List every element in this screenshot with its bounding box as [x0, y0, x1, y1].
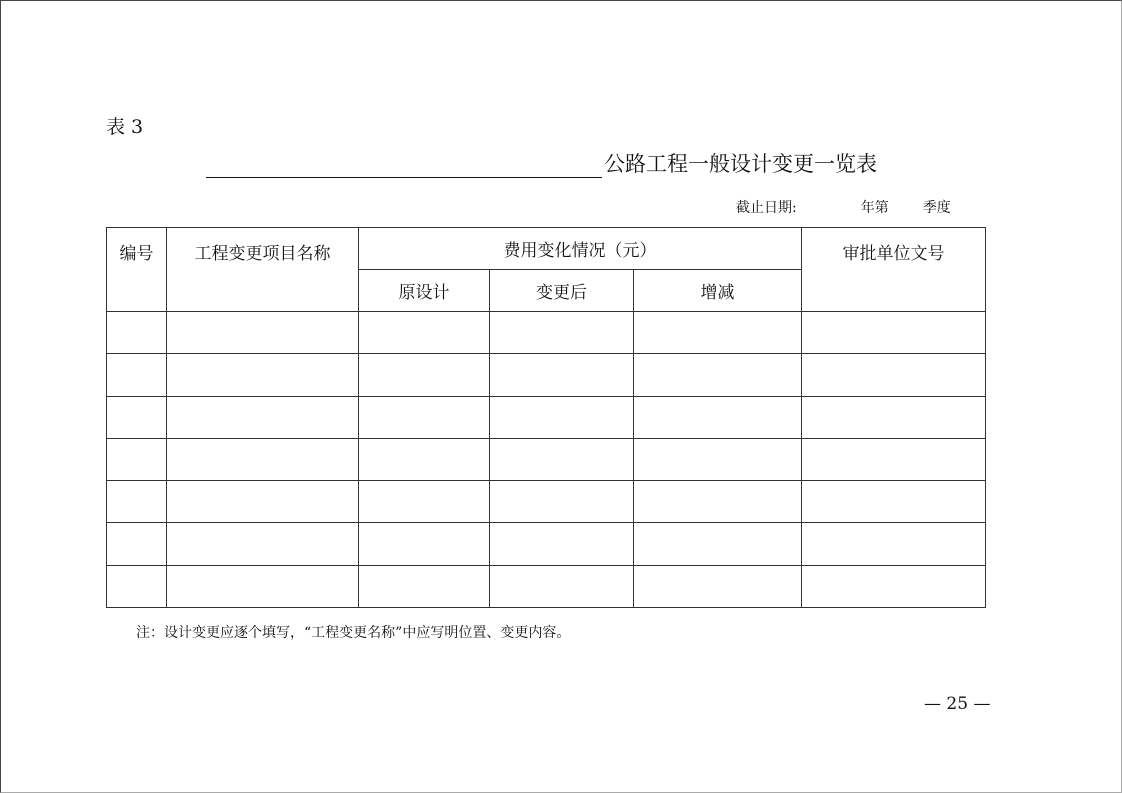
table-cell[interactable] [107, 354, 167, 396]
table-row [107, 396, 986, 438]
table-cell[interactable] [802, 523, 986, 565]
table-cell[interactable] [634, 312, 802, 354]
table-cell[interactable] [634, 354, 802, 396]
table-row [107, 481, 986, 523]
table-cell[interactable] [107, 396, 167, 438]
date-year-label: 年第 [860, 200, 889, 216]
header-project-name: 工程变更项目名称 [167, 228, 359, 312]
table-cell[interactable] [167, 354, 359, 396]
table-cell[interactable] [167, 312, 359, 354]
table-cell[interactable] [802, 354, 986, 396]
table-cell[interactable] [802, 481, 986, 523]
table-row [107, 312, 986, 354]
table-cell[interactable] [167, 396, 359, 438]
table-cell[interactable] [107, 438, 167, 480]
table-cell[interactable] [107, 523, 167, 565]
title-blank-line [206, 148, 602, 178]
table-cell[interactable] [802, 438, 986, 480]
table-cell[interactable] [490, 396, 634, 438]
table-cell[interactable] [802, 312, 986, 354]
table-row [107, 354, 986, 396]
table-cell[interactable] [359, 481, 490, 523]
date-quarter-label: 季度 [922, 200, 951, 216]
table-cell[interactable] [107, 565, 167, 607]
table-cell[interactable] [634, 396, 802, 438]
table-cell[interactable] [490, 481, 634, 523]
table-cell[interactable] [167, 481, 359, 523]
table-cell[interactable] [167, 523, 359, 565]
table-cell[interactable] [167, 565, 359, 607]
title-row [206, 148, 877, 178]
table-row [107, 523, 986, 565]
table-row [107, 438, 986, 480]
table-cell[interactable] [359, 396, 490, 438]
header-original-design: 原设计 [359, 270, 490, 312]
page-number: — 25 — [924, 694, 991, 714]
table-cell[interactable] [359, 438, 490, 480]
table-cell[interactable] [634, 481, 802, 523]
table-label: 表 3 [106, 116, 144, 138]
page-title: 公路工程一般设计变更一览表 [604, 152, 877, 176]
date-prefix: 截止日期: [736, 200, 797, 216]
table-cell[interactable] [107, 481, 167, 523]
header-cost-change: 费用变化情况（元） [359, 228, 802, 270]
table-cell[interactable] [490, 523, 634, 565]
table-cell[interactable] [490, 565, 634, 607]
table-cell[interactable] [802, 565, 986, 607]
table-cell[interactable] [634, 438, 802, 480]
header-increase-decrease: 增减 [634, 270, 802, 312]
design-change-table [106, 227, 986, 608]
footnote: 注：设计变更应逐个填写，“工程变更名称”中应写明位置、变更内容。 [136, 625, 571, 641]
header-number: 编号 [107, 228, 167, 312]
table-row [107, 565, 986, 607]
date-line [736, 197, 951, 217]
table-cell[interactable] [490, 438, 634, 480]
table-cell[interactable] [359, 354, 490, 396]
table-cell[interactable] [490, 312, 634, 354]
table-cell[interactable] [167, 438, 359, 480]
table-cell[interactable] [359, 312, 490, 354]
table-cell[interactable] [107, 312, 167, 354]
table-cell[interactable] [802, 396, 986, 438]
table-cell[interactable] [359, 565, 490, 607]
table-cell[interactable] [359, 523, 490, 565]
table-cell[interactable] [490, 354, 634, 396]
table-cell[interactable] [634, 523, 802, 565]
table-cell[interactable] [634, 565, 802, 607]
header-approval-document: 审批单位文号 [802, 228, 986, 312]
header-after-change: 变更后 [490, 270, 634, 312]
